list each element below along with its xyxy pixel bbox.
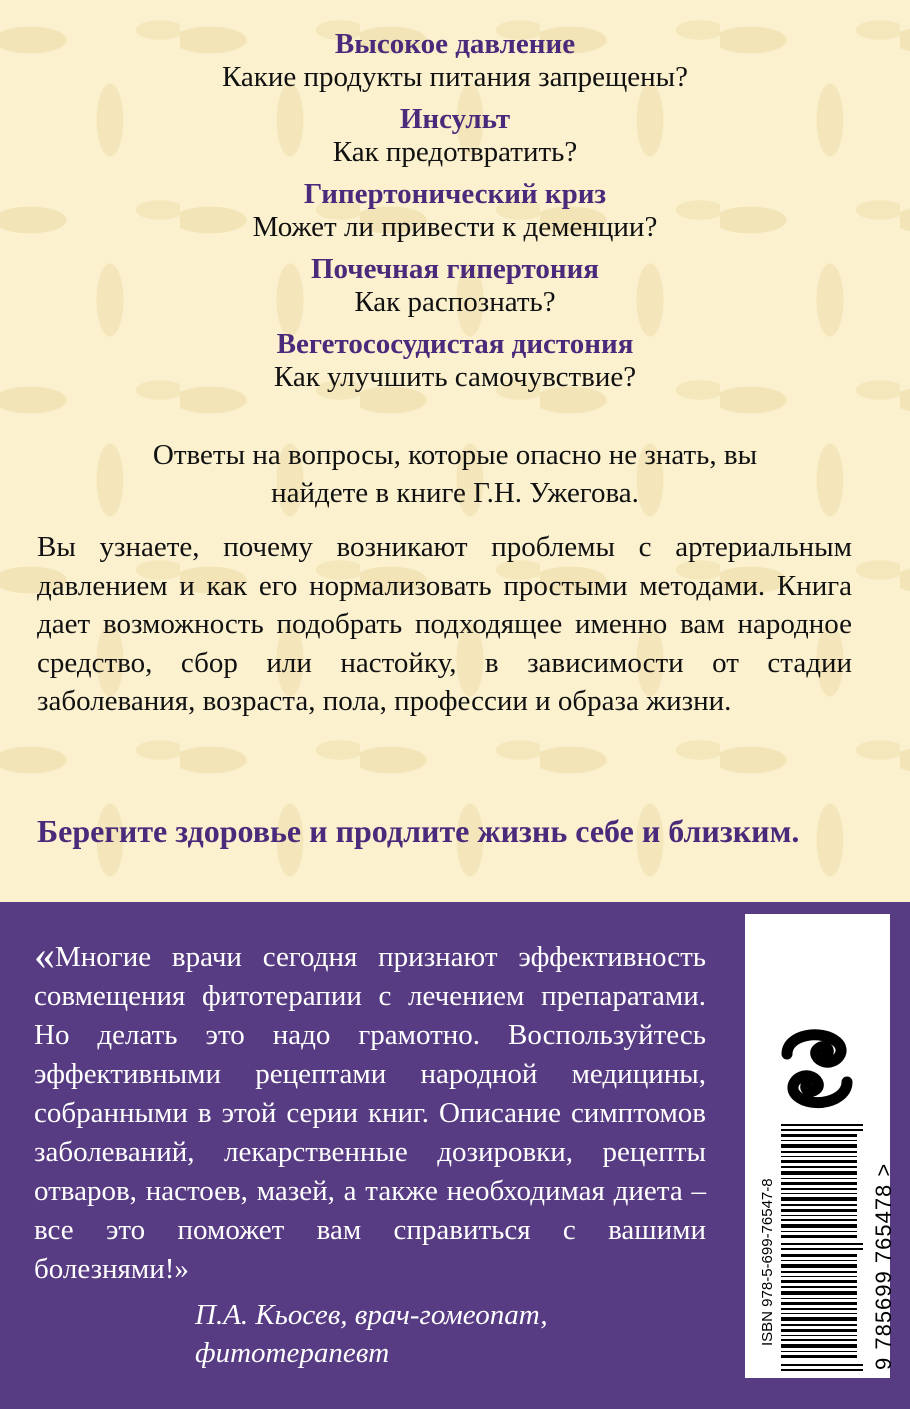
question-item [0, 28, 910, 94]
author-line: П.А. Кьосев, врач-гомеопат, [195, 1299, 548, 1331]
answer-text [20, 436, 890, 512]
question-list [0, 28, 910, 403]
question-item [0, 178, 910, 244]
quote-panel [0, 902, 910, 1409]
question-item [0, 103, 910, 169]
question-subtitle: Как улучшить самочувствие? [273, 361, 637, 393]
answer-line: найдете в книге Г.Н. Ужегова. [271, 477, 639, 509]
quote-author [195, 1296, 715, 1372]
quote-text: Многие врачи сегодня признают эффективность совмещения фитотерапии с лечением препаратами. Но делать это надо грамотно. Воспользуйтесь эффективными рецептами народной медицины, собранными в этой серии книг. Описание симптомов заболеваний, лекарственные дозировки, рецепты отваров, настоев, мазей, а также необходимая диета – все это поможет вам справиться с вашими болезнями!» [34, 941, 706, 1285]
question-title: Почечная гипертония [311, 253, 599, 285]
question-title: Гипертонический криз [303, 178, 607, 210]
question-subtitle: Как предотвратить? [332, 136, 578, 168]
answer-line: Ответы на вопросы, которые опасно не знать, вы [152, 439, 758, 471]
question-item [0, 253, 910, 319]
question-item [0, 328, 910, 394]
barcode-digits: 9 785699 765478 > [871, 1162, 896, 1370]
barcode-icon [781, 1124, 871, 1372]
call-to-action: Берегите здоровье и продлите жизнь себе и близким. [37, 813, 800, 849]
barcode-box [745, 914, 896, 1378]
question-subtitle: Как распознать? [354, 286, 556, 318]
description-paragraph: Вы узнаете, почему возникают проблемы с артериальным давлением и как его нормализовать простыми методами. Книга дает возможность подобрать подходящее именно вам народное средство, сбор или настойку, в зависимости от стадии заболевания, возраста, пола, профессии и образа жизни. [37, 531, 852, 718]
question-title: Высокое давление [334, 28, 576, 60]
author-line: фитотерапевт [195, 1337, 390, 1369]
question-title: Вегетососудистая дистония [276, 328, 634, 360]
question-subtitle: Может ли привести к деменции? [252, 211, 658, 243]
quote-open-mark: « [34, 933, 55, 979]
question-title: Инсульт [399, 103, 511, 135]
isbn-text: ISBN 978-5-699-76547-8 [759, 1178, 776, 1346]
publisher-logo-icon [767, 1024, 867, 1114]
question-subtitle: Какие продукты питания запрещены? [221, 61, 689, 93]
quote-text-block [34, 933, 706, 1289]
